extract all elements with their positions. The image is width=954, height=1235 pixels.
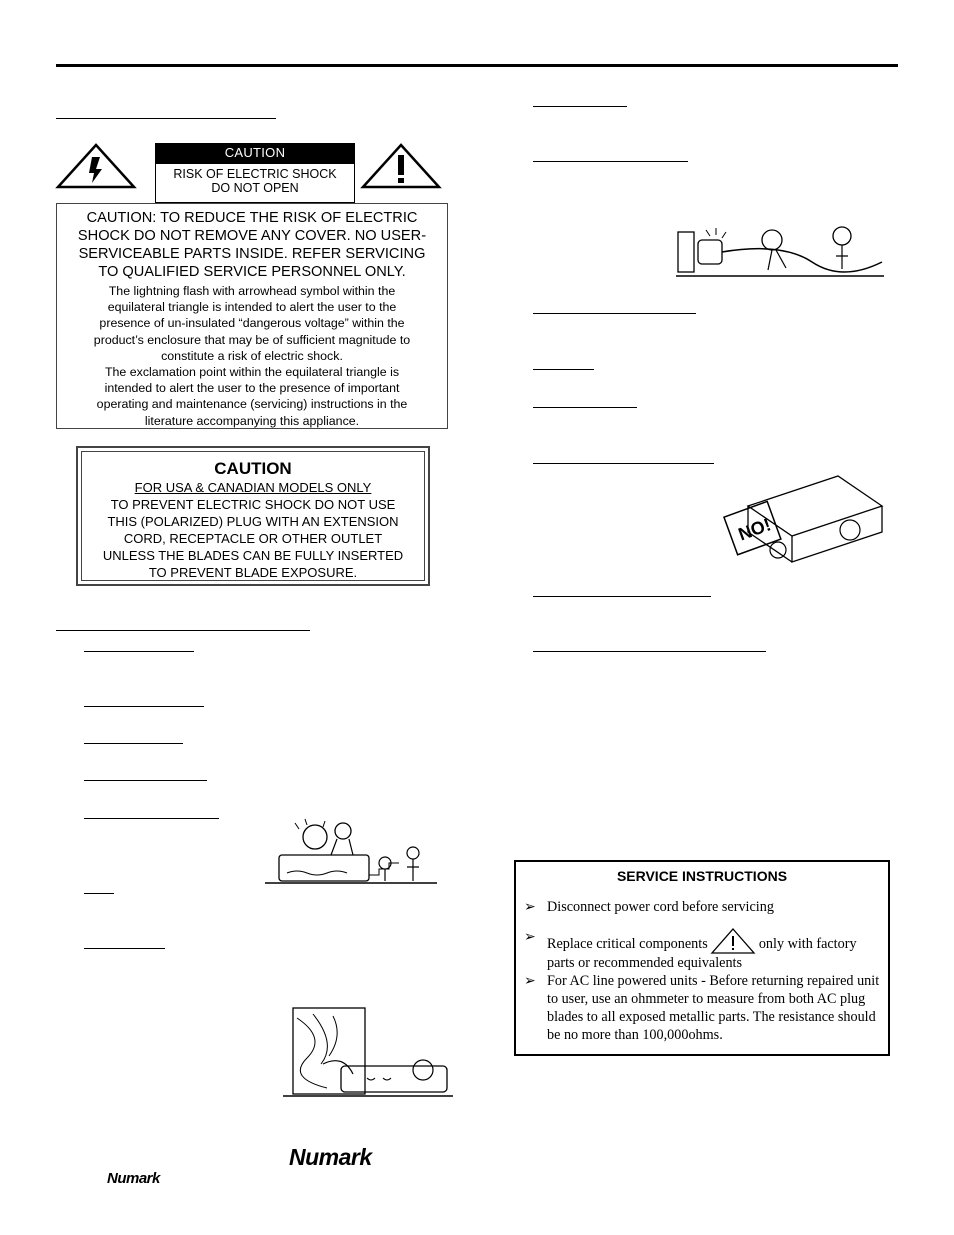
item-heading-underline [533,161,688,162]
item-heading-underline [533,106,627,107]
usa-caution-title: CAUTION [214,459,292,478]
usa-canada-caution [76,446,430,586]
item-heading-underline [84,818,219,819]
item-heading-underline [84,780,207,781]
service-instruction-text: For AC line powered units - Before returning repaired unit to user, use an ohmmeter to measure from both AC plug blades to all exposed metallic parts. The resistance should be no more than 100,000ohms. [547,973,880,1043]
caution-label-line1: RISK OF ELECTRIC SHOCK [173,167,337,181]
caution-explain-line: The lightning flash with arrowhead symbol within the [108,284,396,298]
caution-explain-line: product’s enclosure that may be of sufficient magnitude to [93,332,411,347]
usa-caution-line: TO PREVENT ELECTRIC SHOCK DO NOT USE [110,497,396,512]
item-heading-underline [84,651,194,652]
service-instruction-item [524,898,888,916]
usa-caution-line: CORD, RECEPTACLE OR OTHER OUTLET [123,531,383,546]
usa-caution-subtitle: FOR USA & CANADIAN MODELS ONLY [134,480,372,495]
item-heading-underline [533,369,594,370]
caution-main-line: CAUTION: TO REDUCE THE RISK OF ELECTRIC [86,210,418,226]
service-instruction-text: parts or recommended equivalents [547,955,743,971]
power-cord-illustration [672,222,886,280]
item-heading-underline [84,893,114,894]
service-instruction-text: only with factory [758,936,857,952]
service-instruction-text: Replace critical components [547,936,712,952]
item-heading-underline [533,313,696,314]
service-instruction-item [524,972,888,1044]
numark-logo-small: Numark [107,1170,160,1187]
section-heading-underline [56,630,310,631]
usa-caution-line: TO PREVENT BLADE EXPOSURE. [148,565,358,580]
caution-explain-line: The exclamation point within the equilateral triangle is [104,365,400,380]
water-hazard-illustration [265,815,440,887]
exclamation-warning-icon [711,928,755,954]
caution-explain-line: operating and maintenance (servicing) instructions in the [96,397,408,412]
section-heading-underline [56,118,276,119]
heat-hazard-illustration [283,1004,455,1100]
service-instructions-title: SERVICE INSTRUCTIONS [616,868,788,884]
item-heading-underline [533,407,637,408]
item-heading-underline [84,706,204,707]
item-heading-underline [84,948,165,949]
caution-explain-line: presence of un-insulated “dangerous voltage” within the [99,316,405,331]
item-heading-underline [533,463,714,464]
caution-label [155,143,355,203]
caution-label-line2: DO NOT OPEN [211,181,299,195]
arrow-bullet-icon: ➢ [524,973,536,989]
usa-caution-line: UNLESS THE BLADES CAN BE FULLY INSERTED [102,548,404,563]
caution-main-line: TO QUALIFIED SERVICE PERSONNEL ONLY. [98,264,406,280]
service-instruction-text: Disconnect power cord before servicing [547,899,774,915]
caution-explain-line: intended to alert the user to the presence of important [104,381,400,396]
service-instructions-box [514,860,890,1056]
top-rule [56,64,898,67]
caution-explain-line: literature accompanying this appliance. [144,413,360,428]
usa-caution-line: THIS (POLARIZED) PLUG WITH AN EXTENSION [107,514,399,529]
caution-explain-line: constitute a risk of electric shock. [161,348,343,363]
item-heading-underline [533,651,766,652]
item-heading-underline [84,743,183,744]
do-not-open-illustration [722,466,890,566]
arrow-bullet-icon: ➢ [524,899,536,915]
caution-label-header: CAUTION [156,144,354,164]
item-heading-underline [533,596,711,597]
caution-main-line: SHOCK DO NOT REMOVE ANY COVER. NO USER- [77,228,427,244]
caution-main-line: SERVICEABLE PARTS INSIDE. REFER SERVICING [78,246,426,262]
numark-logo-large: Numark [289,1144,372,1170]
exclamation-warning-icon [361,143,441,189]
svg-text:NO!: NO! [735,514,774,545]
caution-explain-line: equilateral triangle is intended to alert the user to the [107,300,397,315]
lightning-warning-icon [56,143,136,189]
service-instruction-item [524,928,888,972]
caution-notice [56,203,448,429]
arrow-bullet-icon: ➢ [524,929,536,945]
